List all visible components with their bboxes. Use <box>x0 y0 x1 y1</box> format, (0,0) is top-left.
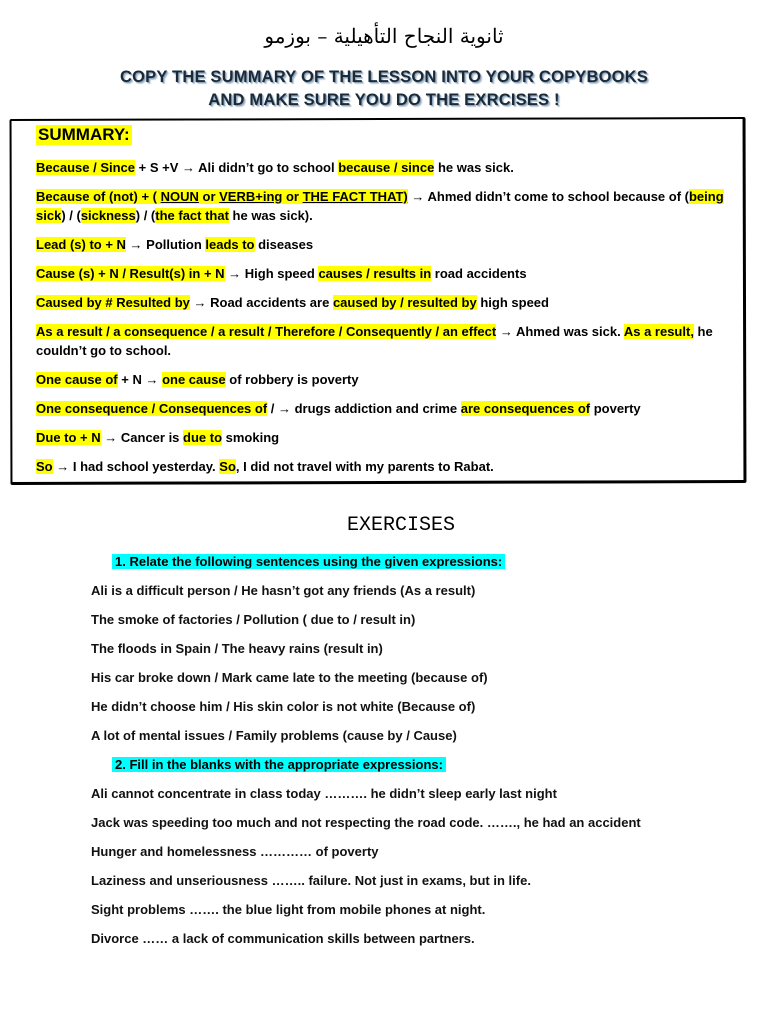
summary-rule <box>36 457 746 476</box>
highlighted-expression: Because / Since <box>36 160 135 175</box>
exercise-1-item: A lot of mental issues / Family problems (cause by / Cause) <box>91 728 457 743</box>
exercise-2-item: Laziness and unseriousness …….. failure. Not just in exams, but in life. <box>91 873 531 888</box>
highlighted-expression: caused by / resulted by <box>332 295 477 310</box>
highlighted-expression: So <box>219 459 236 474</box>
highlighted-expression: because / since <box>338 160 435 175</box>
highlighted-expression: or <box>282 189 303 204</box>
rule-text: → Pollution <box>125 237 206 252</box>
summary-rule <box>36 399 746 418</box>
rule-text: → I had school yesterday. <box>52 459 220 474</box>
rule-text: diseases <box>254 237 314 252</box>
highlighted-expression: leads to <box>205 237 255 252</box>
highlighted-expression: One cause of <box>36 372 118 387</box>
exercise-1-heading: 1. Relate the following sentences using the given expressions: <box>112 554 505 569</box>
school-name: ثانوية النجاح التأهيلية – بوزمو <box>264 24 504 48</box>
exercise-1-item: Ali is a difficult person / He hasn’t got any friends (As a result) <box>91 583 476 598</box>
exercise-2-heading: 2. Fill in the blanks with the appropriate expressions: <box>112 757 446 772</box>
highlighted-expression: VERB+ing <box>219 189 283 204</box>
exercise-1-item: He didn’t choose him / His skin color is not white (Because of) <box>91 699 476 714</box>
highlighted-expression: one cause <box>162 372 226 387</box>
instruction-banner <box>0 66 768 112</box>
rule-text: he couldn’t go to school. <box>36 324 713 358</box>
highlighted-expression: So <box>36 459 53 474</box>
highlighted-expression: Cause (s) + N / Result(s) in + N <box>36 266 225 281</box>
summary-rule <box>36 235 746 254</box>
rule-text: he was sick. <box>434 160 514 175</box>
summary-rule <box>36 187 746 225</box>
summary-rule <box>36 158 746 177</box>
rule-text: + S +V → Ali didn’t go to school <box>135 160 339 175</box>
highlighted-expression: Because of (not) + ( <box>36 189 161 204</box>
rule-text: → Ahmed was sick. <box>496 324 624 339</box>
highlighted-expression: or <box>198 189 220 204</box>
rule-text: → Road accidents are <box>189 295 333 310</box>
highlighted-expression: Caused by # Resulted by <box>36 295 190 310</box>
highlighted-expression: NOUN <box>160 189 199 204</box>
rule-text: → Ahmed didn’t come to school because of ( <box>407 189 689 204</box>
rule-text: ) / ( <box>135 208 156 223</box>
highlighted-expression: As a result, <box>623 324 694 339</box>
exercise-2-item: Hunger and homelessness ………… of poverty <box>91 844 379 859</box>
summary-title: SUMMARY: <box>38 125 130 144</box>
instruction-line-1: COPY THE SUMMARY OF THE LESSON INTO YOUR COPYBOOKS <box>120 68 648 86</box>
highlighted-expression: sickness <box>80 208 136 223</box>
exercise-2-item: Sight problems ……. the blue light from mobile phones at night. <box>91 902 486 917</box>
highlighted-expression: THE FACT THAT) <box>302 189 408 204</box>
summary-rule <box>36 428 746 447</box>
rule-text: → Cancer is <box>100 430 184 445</box>
highlighted-expression: Due to + N <box>36 430 101 445</box>
summary-rule <box>36 370 746 389</box>
summary-rule <box>36 264 746 283</box>
highlighted-expression: the fact that <box>155 208 229 223</box>
highlighted-expression: Lead (s) to + N <box>36 237 126 252</box>
rule-text: he was sick). <box>228 208 313 223</box>
rule-text: high speed <box>476 295 549 310</box>
highlighted-expression: being sick <box>36 189 724 223</box>
exercises-title: EXERCISES <box>346 514 456 537</box>
highlighted-expression: One consequence / Consequences of <box>36 401 268 416</box>
exercise-1-item: His car broke down / Mark came late to the meeting (because of) <box>91 670 488 685</box>
rule-text: + N → <box>117 372 163 387</box>
instruction-line-2: AND MAKE SURE YOU DO THE EXRCISES ! <box>208 91 560 109</box>
summary-rule <box>36 293 746 312</box>
highlighted-expression: As a result / a consequence / a result / Therefore / Consequently / an effect <box>36 324 497 339</box>
rule-text: / → drugs addiction and crime <box>267 401 461 416</box>
rule-text: poverty <box>590 401 641 416</box>
highlighted-expression: causes / results in <box>318 266 432 281</box>
exercise-1-item: The floods in Spain / The heavy rains (result in) <box>91 641 383 656</box>
rule-text: smoking <box>222 430 280 445</box>
exercise-2-item: Divorce …… a lack of communication skills between partners. <box>91 931 475 946</box>
highlighted-expression: due to <box>183 430 223 445</box>
highlighted-expression: are consequences of <box>460 401 591 416</box>
rule-text: ) / ( <box>61 208 81 223</box>
rule-text: of robbery is poverty <box>225 372 359 387</box>
rule-text: → High speed <box>224 266 319 281</box>
rule-text: road accidents <box>431 266 527 281</box>
exercise-2-item: Ali cannot concentrate in class today ………. he didn’t sleep early last night <box>91 786 557 801</box>
summary-rule <box>36 322 746 360</box>
rule-text: , I did not travel with my parents to Rabat. <box>235 459 494 474</box>
exercise-1-item: The smoke of factories / Pollution ( due to / result in) <box>91 612 416 627</box>
exercise-2-item: Jack was speeding too much and not respecting the road code. ……., he had an accident <box>91 815 641 830</box>
